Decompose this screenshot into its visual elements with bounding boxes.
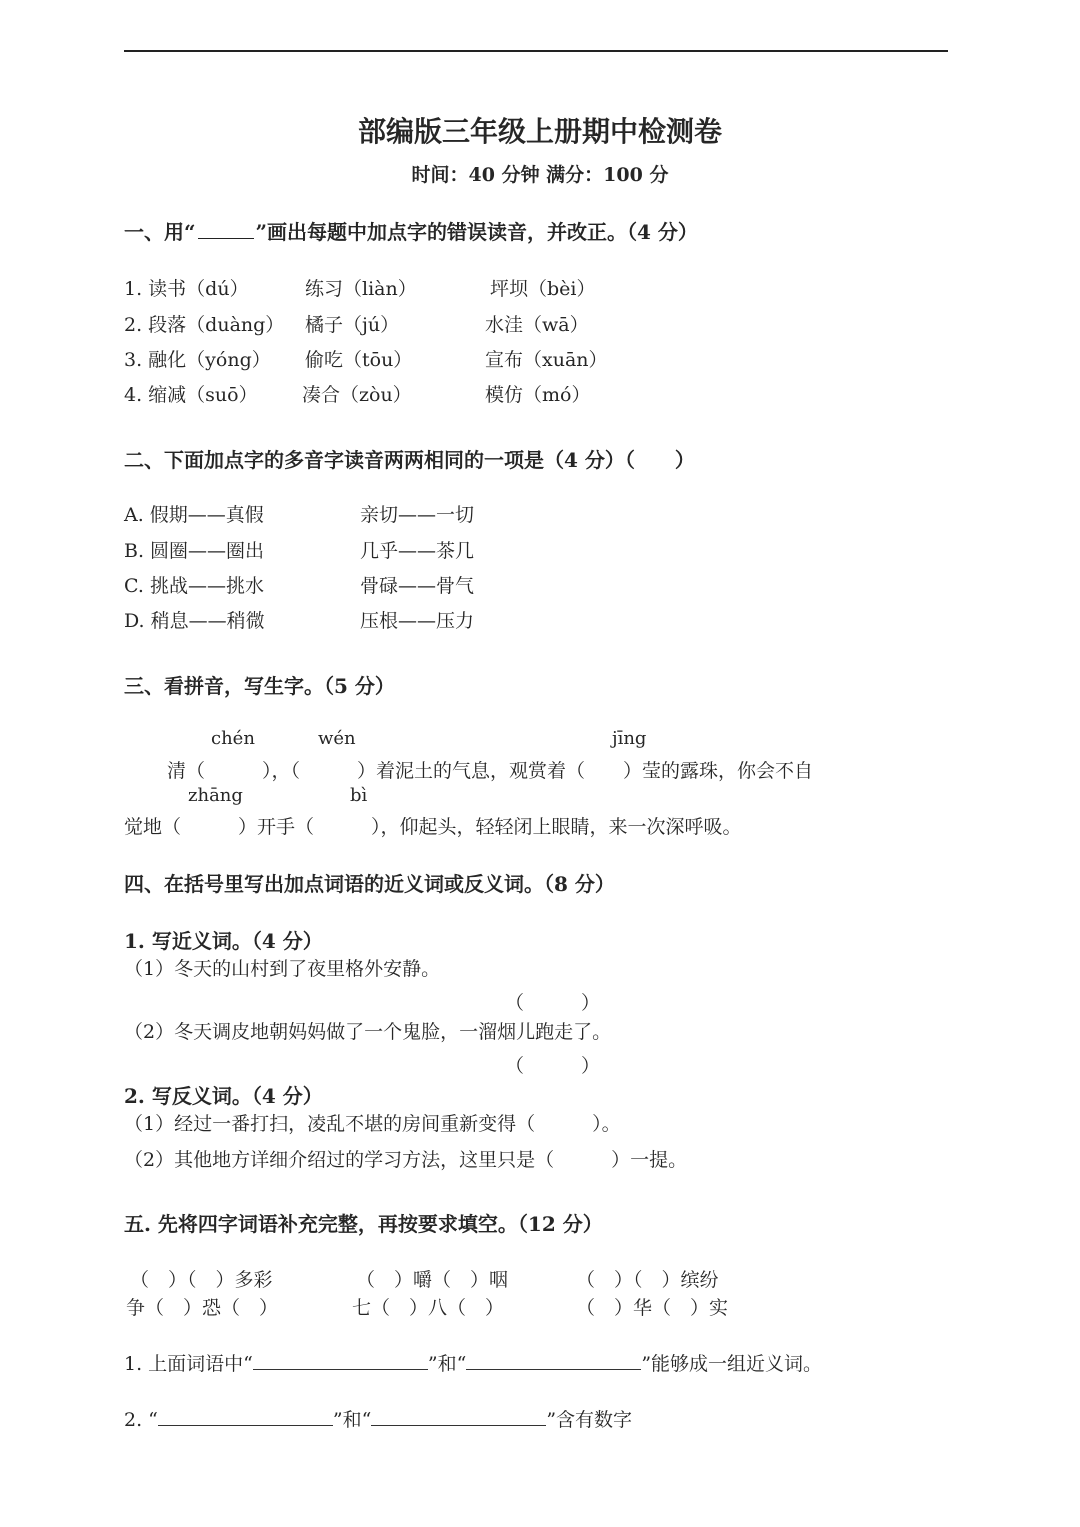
q2-option-a-right: 亲切——一切 (360, 504, 475, 526)
q2-option-c-left: C. 挑战——挑水 (124, 575, 264, 597)
q4-sentence-2: （2）冬天调皮地朝妈妈做了一个鬼脸，一溜烟儿跑走了。 (124, 1021, 612, 1043)
q5-fill-2-b: ”和“ (332, 1409, 372, 1431)
q1-row-4-col-3: 模仿（mó） (485, 384, 591, 406)
q4-answer-paren-1: （ ） (505, 992, 601, 1014)
section-5-heading: 五. 先将四字词语补充完整，再按要求填空。（12 分） (124, 1212, 603, 1236)
q2-option-d-right: 压根——压力 (360, 610, 475, 632)
pinyin-wen: wén (318, 728, 356, 749)
q5-fill-2-blank-2[interactable] (371, 1409, 546, 1426)
q4-sentence-1: （1）冬天的山村到了夜里格外安静。 (124, 958, 441, 980)
q4-sentence-4: （2）其他地方详细介绍过的学习方法，这里只是（ ）一提。 (124, 1149, 688, 1171)
q3-sentence-line-1: 清（ ），（ ）着泥土的气息，观赏着（ ）莹的露珠，你会不自 (167, 760, 814, 782)
q1-row-3-col-2: 偷吃（tōu） (305, 349, 413, 371)
q2-option-b-left: B. 圆圈——圈出 (124, 540, 265, 562)
q1-row-1-col-3: 坪坝（bèi） (490, 278, 596, 300)
q1-row-3-col-3: 宣布（xuān） (485, 349, 608, 371)
q5-fill-1-b: ”和“ (427, 1353, 467, 1375)
section-1-heading-pre: 一、用“ (124, 220, 196, 244)
section-1-heading (124, 216, 698, 245)
section-4-heading: 四、在括号里写出加点词语的近义词或反义词。（8 分） (124, 872, 615, 896)
q2-option-c-right: 骨碌——骨气 (360, 575, 475, 597)
underline-sample (198, 222, 254, 239)
q2-option-a-left: A. 假期——真假 (124, 504, 264, 526)
q5-idiom-3: （ ）（ ）缤纷 (576, 1269, 719, 1291)
q5-idiom-4: 争（ ）恐（ ） (126, 1297, 279, 1319)
section-3-heading: 三、看拼音，写生字。（5 分） (124, 674, 395, 698)
section-2-heading: 二、下面加点字的多音字读音两两相同的一项是（4 分）（ ） (124, 448, 695, 472)
q2-option-d-left: D. 稍息——稍微 (124, 610, 265, 632)
q5-fill-2 (124, 1405, 632, 1432)
q1-row-2-col-1: 2. 段落（duàng） (124, 314, 285, 336)
q5-fill-1-c: ”能够成一组近义词。 (641, 1353, 823, 1375)
q5-fill-1 (124, 1349, 822, 1376)
q5-idiom-6: （ ）华（ ）实 (576, 1297, 729, 1319)
q5-idiom-1: （ ）（ ）多彩 (130, 1269, 273, 1291)
q3-sentence-line-2: 觉地（ ）开手（ ），仰起头，轻轻闭上眼睛，来一次深呼吸。 (124, 816, 742, 838)
page-title: 部编版三年级上册期中检测卷 (357, 115, 722, 148)
q5-idiom-2: （ ）嚼（ ）咽 (356, 1269, 509, 1291)
q5-fill-2-c: ”含有数字 (546, 1409, 633, 1431)
q1-row-1-col-2: 练习（liàn） (305, 278, 417, 300)
pinyin-chen: chén (211, 728, 255, 749)
top-rule (124, 50, 948, 52)
q1-row-1-col-1: 1. 读书（dú） (124, 278, 249, 300)
pinyin-bi: bì (350, 785, 368, 806)
pinyin-zhang: zhāng (188, 785, 243, 806)
q4-sub-antonyms: 2. 写反义词。（4 分） (124, 1084, 323, 1108)
q1-row-4-col-1: 4. 缩减（suō） (124, 384, 258, 406)
q5-fill-1-blank-2[interactable] (466, 1353, 641, 1370)
q1-row-2-col-3: 水洼（wā） (485, 314, 589, 336)
q5-fill-2-a: 2. “ (124, 1409, 158, 1431)
q1-row-2-col-2: 橘子（jú） (305, 314, 400, 336)
q1-row-4-col-2: 凑合（zòu） (302, 384, 412, 406)
q1-row-3-col-1: 3. 融化（yóng） (124, 349, 271, 371)
q2-option-b-right: 几乎——茶几 (360, 540, 475, 562)
exam-meta: 时间：40 分钟 满分：100 分 (411, 164, 669, 186)
q5-fill-1-blank-1[interactable] (253, 1353, 428, 1370)
section-1-heading-post: ”画出每题中加点字的错误读音，并改正。（4 分） (255, 220, 698, 244)
q5-idiom-5: 七（ ）八（ ） (352, 1297, 505, 1319)
q5-fill-2-blank-1[interactable] (158, 1409, 333, 1426)
q5-fill-1-a: 1. 上面词语中“ (124, 1353, 253, 1375)
q4-sentence-3: （1）经过一番打扫，凌乱不堪的房间重新变得（ ）。 (124, 1113, 621, 1135)
q4-sub-synonyms: 1. 写近义词。（4 分） (124, 929, 323, 953)
pinyin-jing: jīng (612, 728, 647, 749)
q4-answer-paren-2: （ ） (505, 1055, 601, 1077)
